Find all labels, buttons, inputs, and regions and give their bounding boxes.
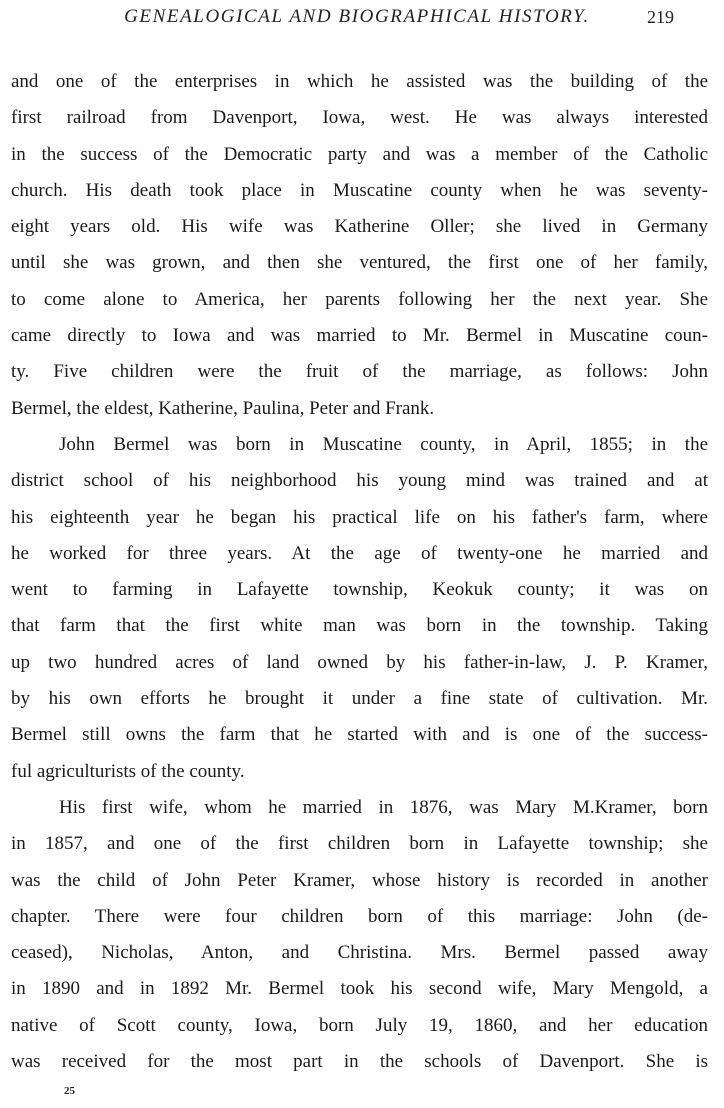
text-line: by his own efforts he brought it under a fine state of cultivation. Mr. — [11, 688, 708, 710]
text-line: was received for the most part in the schools of Davenport. She is — [11, 1051, 708, 1073]
text-line: church. His death took place in Muscatine county when he was seventy- — [11, 179, 708, 201]
body-text — [11, 64, 708, 1080]
text-line: in 1857, and one of the first children born in Lafayette township; she — [11, 833, 708, 855]
text-line: in 1890 and in 1892 Mr. Bermel took his second wife, Mary Mengold, a — [11, 978, 708, 1000]
paragraph-end-line: Bermel, the eldest, Katherine, Paulina, Peter and Frank. — [11, 397, 435, 419]
paragraph-end-line: ful agriculturists of the county. — [11, 760, 245, 782]
text-line: ceased), Nicholas, Anton, and Christina. Mrs. Bermel passed away — [11, 942, 708, 964]
text-line: eight years old. His wife was Katherine Oller; she lived in Germany — [11, 216, 708, 238]
text-line: came directly to Iowa and was married to Mr. Bermel in Muscatine coun- — [11, 325, 708, 347]
text-line: ty. Five children were the fruit of the marriage, as follows: John — [11, 361, 708, 383]
text-line: his eighteenth year he began his practical life on his father's farm, where — [11, 506, 708, 528]
text-line: native of Scott county, Iowa, born July 19, 1860, and her education — [11, 1014, 708, 1036]
running-title: GENEALOGICAL AND BIOGRAPHICAL HISTORY. — [124, 6, 590, 27]
text-line: district school of his neighborhood his young mind was trained and at — [11, 470, 708, 492]
text-line: chapter. There were four children born of this marriage: John (de- — [11, 905, 708, 927]
text-line: Bermel still owns the farm that he started with and is one of the success- — [11, 724, 708, 746]
text-line: that farm that the first white man was born in the township. Taking — [11, 615, 708, 637]
text-line: first railroad from Davenport, Iowa, west. He was always interested — [11, 107, 708, 129]
text-line: up two hundred acres of land owned by his father-in-law, J. P. Kramer, — [11, 651, 708, 673]
text-line: was the child of John Peter Kramer, whose history is recorded in another — [11, 869, 708, 891]
signature-mark: 25 — [64, 1085, 75, 1097]
text-line: and one of the enterprises in which he assisted was the building of the — [11, 71, 708, 92]
text-line: until she was grown, and then she ventured, the first one of her family, — [11, 252, 708, 274]
paragraph-start-line: His first wife, whom he married in 1876, was Mary M.Kramer, born — [59, 796, 708, 818]
paragraph-start-line: John Bermel was born in Muscatine county, in April, 1855; in the — [59, 433, 708, 455]
text-line: went to farming in Lafayette township, Keokuk county; it was on — [11, 579, 708, 601]
text-line: in the success of the Democratic party and was a member of the Catholic — [11, 143, 708, 165]
text-line: he worked for three years. At the age of twenty-one he married and — [11, 542, 708, 564]
text-line: to come alone to America, her parents following her the next year. She — [11, 288, 708, 310]
page-number: 219 — [647, 7, 674, 27]
